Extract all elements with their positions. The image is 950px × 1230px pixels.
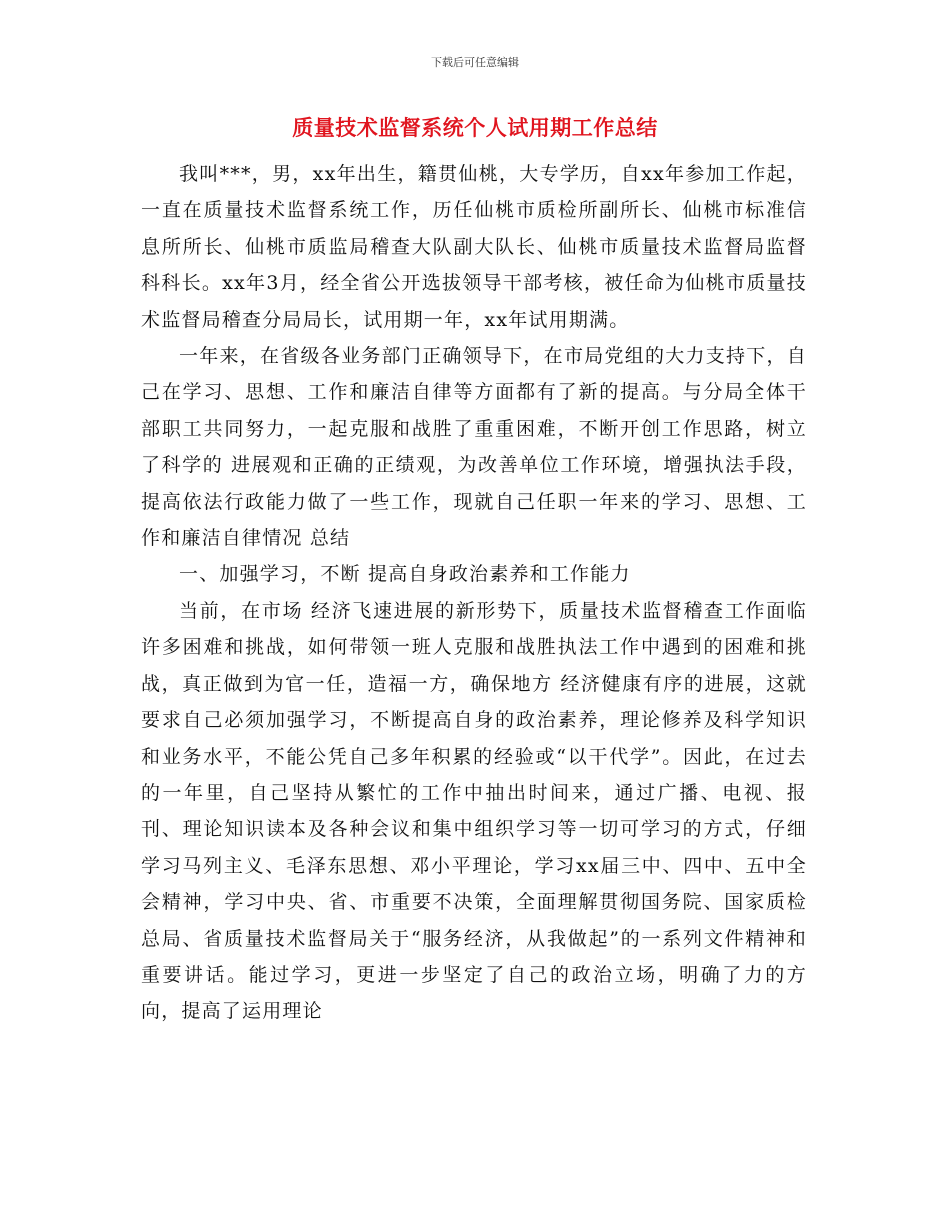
document-body: [141, 156, 807, 1030]
section-heading-1: 一、加强学习，不断 提高自身政治素养和工作能力: [179, 563, 631, 586]
header-note: 下载后可任意编辑: [431, 56, 519, 69]
paragraph-overview: 一年来，在省级各业务部门正确领导下，在市局党组的大力支持下，自己在学习、思想、工作和廉洁自律等方面都有了新的提高。与分局全体干部职工共同努力，一起克服和战胜了重重困难，不断开创工作思路，树立了科学的 进展观和正确的正绩观，为改善单位工作环境，增强执法手段，提高依法行政能力做了一些工作，现就自己任职一年来的学习、思想、工作和廉洁自律情况 总结: [141, 345, 807, 550]
paragraph-intro: 我叫***，男，xx年出生，籍贯仙桃，大专学历，自xx年参加工作起，一直在质量技术监督系统工作，历任仙桃市质检所副所长、仙桃市标准信息所所长、仙桃市质监局稽查大队副大队长、仙桃市质量技术监督局监督科科长。xx年3月，经全省公开选拔领导干部考核，被任命为仙桃市质量技术监督局稽查分局局长，试用期一年，xx年试用期满。: [141, 163, 807, 331]
document-title: 质量技术监督系统个人试用期工作总结: [292, 115, 658, 140]
paragraph-study: 当前，在市场 经济飞速进展的新形势下，质量技术监督稽查工作面临许多困难和挑战，如何带领一班人克服和战胜执法工作中遇到的困难和挑战，真正做到为官一任，造福一方，确保地方 经济健康有序的进展，这就要求自己必须加强学习，不断提高自身的政治素养，理论修养及科学知识和业务水平，不能公凭自己多年积累的经验或“以干代学”。因此，在过去的一年里，自己坚持从繁忙的工作中抽出时间来，通过广播、电视、报刊、理论知识读本及各种会议和集中组织学习等一切可学习的方式，仔细学习马列主义、毛泽东思想、邓小平理论，学习xx届三中、四中、五中全会精神，学习中央、省、市重要不决策，全面理解贯彻国务院、国家质检总局、省质量技术监督局关于“服务经济，从我做起”的一系列文件精神和重要讲话。能过学习，更进一步坚定了自己的政治立场，明确了力的方向，提高了运用理论: [141, 599, 807, 1023]
